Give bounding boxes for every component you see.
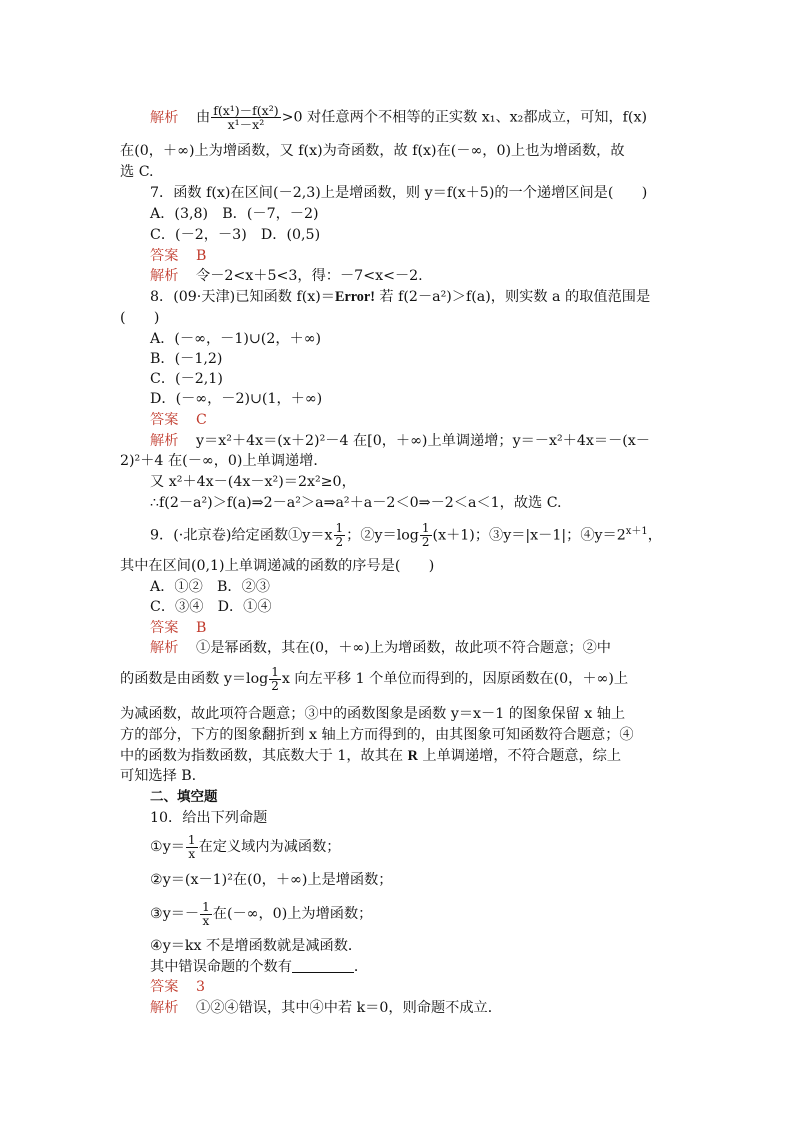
sol6-line3: 选 C. xyxy=(120,164,154,180)
q7-options-cd: C．(－2，－3) D．(0,5) xyxy=(150,227,321,243)
analysis-label: 解析 xyxy=(150,268,179,284)
q10-analysis: 解析 ①②④错误，其中④中若 k＝0，则命题不成立． xyxy=(150,1000,502,1016)
fraction: $\frac{1}{x}$ xyxy=(187,832,196,861)
fraction-log-base: $\frac{1}{2}$ xyxy=(421,521,430,550)
q8-answer: 答案 C xyxy=(150,412,207,428)
q9-analysis-2: 的函数是由函数 y＝log $\frac{1}{2}$ x 向左平移 1 个单位而得到的，因原函数在(0，＋∞)上 xyxy=(120,664,629,693)
q8-stem: 8．(09·天津)已知函数 f(x)＝Error! 若 f(2－a²)＞f(a)，则实数 a 的取值范围是 xyxy=(150,289,651,305)
q8-paren: ( ) xyxy=(120,310,160,326)
analysis-label: 解析 xyxy=(150,1000,179,1016)
q7-options-ab: A．(3,8) B．(－7，－2) xyxy=(150,206,319,222)
fraction: $\frac{\text{f(x¹)－f(x²)}}{\text{x¹－x²}}$ xyxy=(213,103,279,132)
q7-stem: 7．函数 f(x)在区间(－2,3)上是增函数，则 y＝f(x＋5)的一个递增区间是( ) xyxy=(150,185,648,201)
q8-analysis-3: 又 x²＋4x－(4x－x²)＝2x²≥0， xyxy=(150,474,356,490)
q8-option-c: C．(－2,1) xyxy=(150,371,223,387)
q10-question: 其中错误命题的个数有 ． xyxy=(150,959,369,975)
section-title: 二、填空题 xyxy=(150,789,218,805)
q8-option-d: D．(－∞，－2)∪(1，＋∞) xyxy=(150,391,323,407)
answer-label: 答案 xyxy=(150,248,179,264)
q10-stem: 10．给出下列命题 xyxy=(150,810,268,826)
answer-label: 答案 xyxy=(150,979,179,995)
answer-label: 答案 xyxy=(150,412,179,428)
q9-analysis-3: 为减函数，故此项符合题意；③中的函数图象是函数 y＝x－1 的图象保留 x 轴上 xyxy=(120,706,626,722)
q9-analysis-1: 解析 ①是幂函数，其在(0，＋∞)上为增函数，故此项不符合题意；②中 xyxy=(150,640,611,656)
q9-stem: 9．(·北京卷)给定函数①y＝x $\frac{1}{2}$ ；②y＝log $\frac{1}{2}$ (x＋1)；③y＝|x－1|；$④y=2^{x+1}$， xyxy=(150,521,662,550)
q7-answer: 答案 B xyxy=(150,248,207,264)
analysis-label: 解析 xyxy=(150,640,179,656)
answer-label: 答案 xyxy=(150,620,179,636)
q8-analysis-2: 2)²＋4 在(－∞，0)上单调递增． xyxy=(120,453,328,469)
q9-analysis-4: 方的部分，下方的图象翻折到 x 轴上方而得到的，由其图象可知函数符合题意；④ xyxy=(120,727,634,743)
q10-proposition-1: ①y＝ $\frac{1}{x}$ 在定义域内为减函数； xyxy=(150,832,341,861)
q9-stem-2: 其中在区间(0,1)上单调递减的函数的序号是( ) xyxy=(120,558,435,574)
q8-analysis-4: ∴f(2－a²)＞f(a)⇒2－a²＞a⇒a²＋a－2＜0⇒－2＜a＜1，故选 C. xyxy=(150,495,562,511)
q10-proposition-2: ②y＝(x－1)²在(0，＋∞)上是增函数； xyxy=(150,872,393,888)
q8-option-a: A．(－∞，－1)∪(2，＋∞) xyxy=(150,331,322,347)
q10-proposition-3: ③y＝－ $\frac{1}{x}$ 在(－∞，0)上为增函数； xyxy=(150,899,373,928)
sol6-line1: 解析 由 $\frac{\text{f(x¹)－f(x²)}}{\text{x¹－x²}}$ >0 对任意两个不相等的正实数 x₁、x₂都成立，可知，f(x) xyxy=(150,103,647,132)
q9-options-ab: A．①② B．②③ xyxy=(150,579,270,595)
error-text: Error! xyxy=(335,289,375,305)
answer-blank[interactable] xyxy=(292,958,354,973)
q8-option-b: B．(－1,2) xyxy=(150,351,223,367)
q7-analysis: 解析 令－2<x＋5<3，得：－7<x<－2. xyxy=(150,268,423,284)
fraction: $\frac{1}{x}$ xyxy=(202,899,210,928)
fraction-half: $\frac{1}{2}$ xyxy=(335,521,344,550)
sol6-line2: 在(0，＋∞)上为增函数，又 f(x)为奇函数，故 f(x)在(－∞，0)上也为增函数，故 xyxy=(120,143,625,159)
q9-analysis-6: 可知选择 B. xyxy=(120,768,197,784)
q10-proposition-4: ④y＝kx 不是增函数就是减函数． xyxy=(150,938,363,954)
q9-options-cd: C．③④ D．①④ xyxy=(150,599,272,615)
q8-analysis-1: 解析 y＝x²＋4x＝(x＋2)²－4 在[0，＋∞)上单调递增；y＝－x²＋4x＝－(x－ xyxy=(150,433,650,449)
analysis-label: 解析 xyxy=(150,109,179,126)
q9-answer: 答案 B xyxy=(150,620,207,636)
fraction-log-base: $\frac{1}{2}$ xyxy=(271,664,279,693)
q9-analysis-5: 中的函数为指数函数，其底数大于 1，故其在 R 上单调递增，不符合题意，综上 xyxy=(120,748,622,764)
analysis-label: 解析 xyxy=(150,433,179,449)
q10-answer: 答案 3 xyxy=(150,979,206,995)
